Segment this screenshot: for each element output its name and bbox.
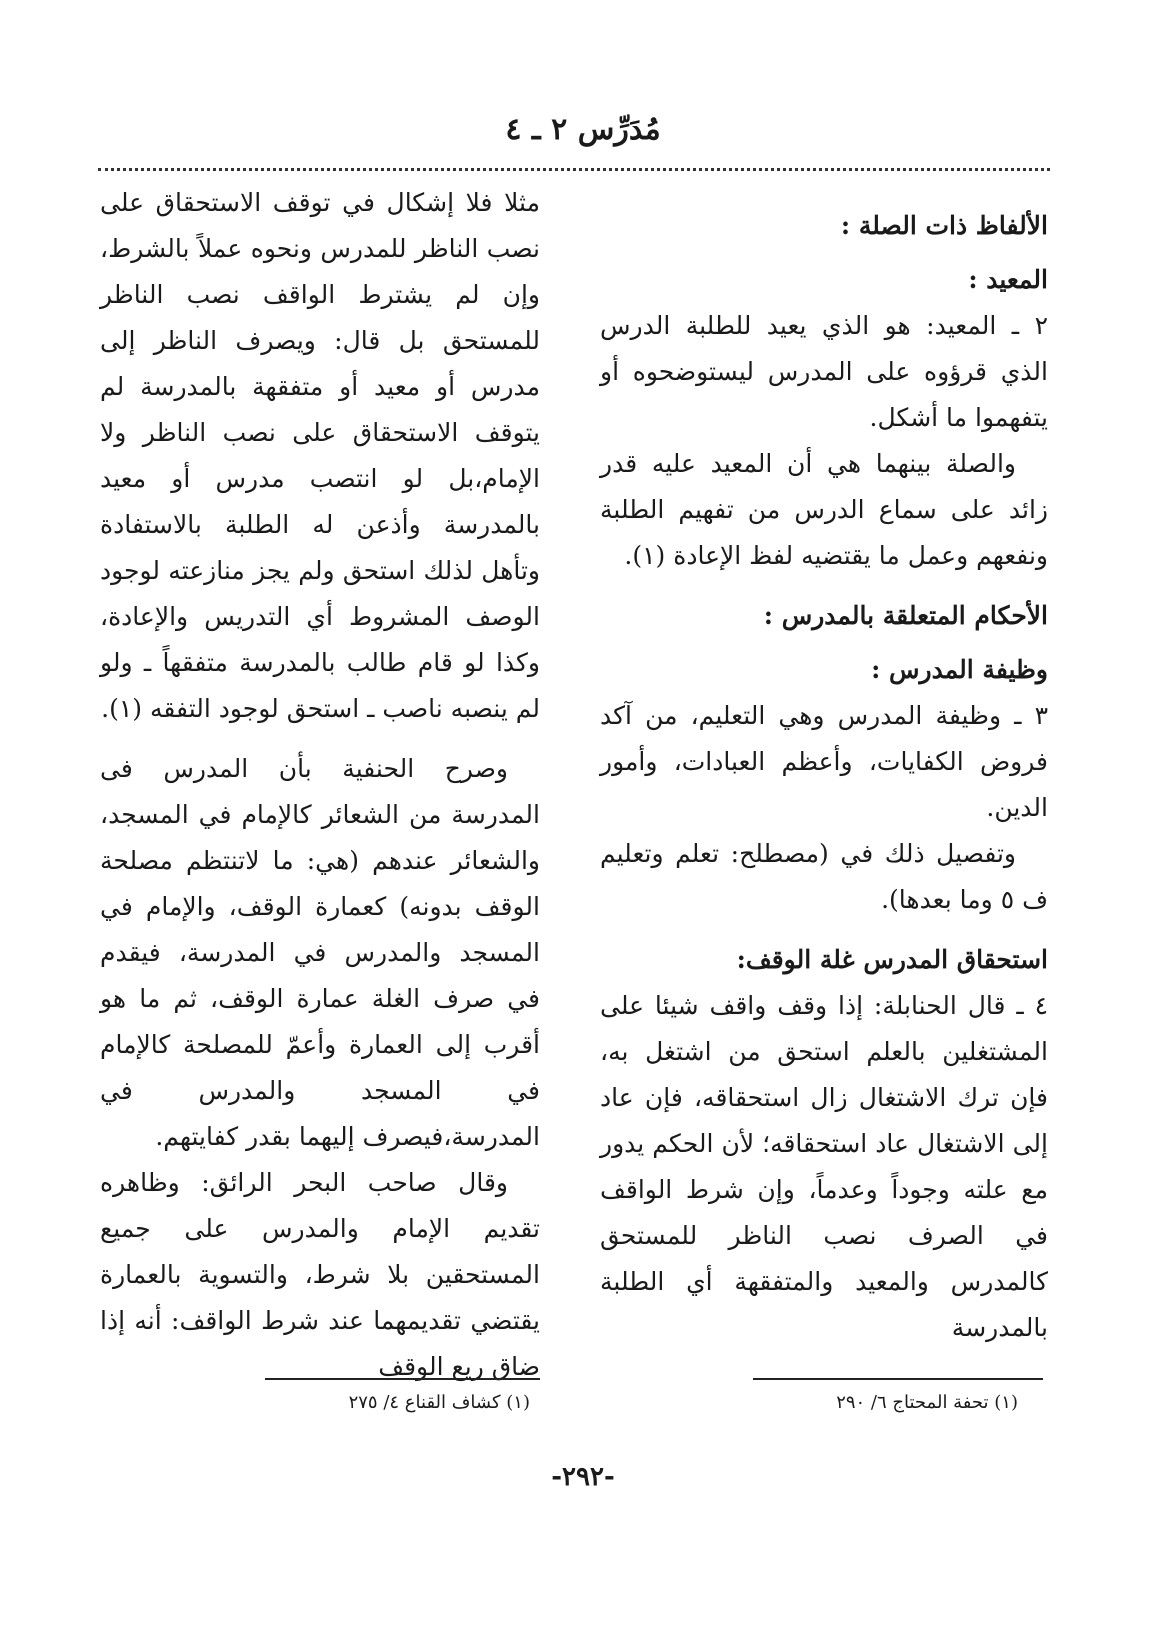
page-header-title: مُدَرِّس ٢ ـ ٤	[505, 112, 661, 147]
paragraph-muid-definition: ٢ ـ المعيد: هو الذي يعيد للطلبة الدرس الذي قرؤوه على المدرس ليستوضحوه أو يتفهموا ما أشكل.	[600, 311, 1048, 432]
heading-rulings: الأحكام المتعلقة بالمدرس :	[763, 601, 1048, 630]
paragraph-hanafi-view: وصرح الحنفية بأن المدرس فى المدرسة من الشعائر كالإمام في المسجد، والشعائر عندهم (هي: ما لاتنتظم مصلحة الوقف بدونه) كعمارة الوقف، والإمام في المسجد والمدرس في المدرسة، فيقدم في صرف الغلة عمارة الوقف، ثم ما هو أقرب إلى العمارة وأعمّ للمصلحة كالإمام في المسجد والمدرس في المدرسة،فيصرف إليهما بقدر كفايتهم.	[100, 754, 540, 1151]
paragraph-relation: والصلة بينهما هي أن المعيد عليه قدر زائد على سماع الدرس من تفهيم الطلبة ونفعهم وعمل ما يقتضيه لفظ الإعادة (١).	[600, 449, 1048, 570]
paragraph-bahr-raiq: وقال صاحب البحر الرائق: وظاهره تقديم الإمام والمدرس على جميع المستحقين بلا شرط، والتسوية بالعمارة يقتضي تقديمهما عند شرط الواقف: أنه إذا ضاق ريع الوقف	[100, 1168, 540, 1381]
subheading-teacher-role: وظيفة المدرس :	[871, 655, 1048, 684]
footnote-right: (١) تحفة المحتاج ٦/ ٢٩٠	[836, 1392, 1018, 1413]
header-divider	[98, 168, 1050, 171]
paragraph-teacher-role: ٣ ـ وظيفة المدرس وهي التعليم، من آكد فروض الكفايات، وأعظم العبادات، وأمور الدين.	[600, 701, 1048, 822]
footnote-left: (١) كشاف القناع ٤/ ٢٧٥	[348, 1392, 530, 1413]
page-header	[0, 112, 1166, 147]
page-number: -٢٩٢-	[551, 1462, 615, 1492]
left-column	[100, 180, 540, 1390]
subheading-muid: المعيد :	[968, 265, 1048, 294]
paragraph-entitlement-continued: مثلا فلا إشكال في توقف الاستحقاق على نصب الناظر للمدرس ونحوه عملاً بالشرط، وإن لم يشترط الواقف نصب الناظر للمستحق بل قال: ويصرف الناظر إلى مدرس أو معيد أو متفقهة بالمدرسة لم يتوقف الاستحقاق على نصب الناظر ولا الإمام،بل لو انتصب مدرس أو معيد بالمدرسة وأذعن له الطلبة بالاستفادة وتأهل لذلك استحق ولم يجز منازعته لوجود الوصف المشروط أي التدريس والإعادة، وكذا لو قام طالب بالمدرسة متفقهاً ـ ولو لم ينصبه ناصب ـ استحق لوجود التفقه (١).	[100, 188, 540, 723]
heading-related-terms: الألفاظ ذات الصلة :	[840, 211, 1048, 240]
paragraph-details-reference: وتفصيل ذلك في (مصطلح: تعلم وتعليم ف ٥ وما بعدها).	[600, 839, 1048, 914]
footnote-divider-left	[265, 1378, 540, 1380]
footnote-divider-right	[753, 1378, 1043, 1380]
right-column	[600, 195, 1048, 1351]
paragraph-hanbali-view: ٤ ـ قال الحنابلة: إذا وقف واقف شيئا على المشتغلين بالعلم استحق من اشتغل به، فإن ترك الاشتغال زال استحقاقه، فإن عاد إلى الاشتغال عاد استحقاقه؛ لأن الحكم يدور مع علته وجوداً وعدماً، وإن شرط الواقف في الصرف نصب الناظر للمستحق كالمدرس والمعيد والمتفقهة أي الطلبة بالمدرسة	[600, 991, 1048, 1342]
heading-endowment-entitlement: استحقاق المدرس غلة الوقف:	[736, 945, 1048, 974]
